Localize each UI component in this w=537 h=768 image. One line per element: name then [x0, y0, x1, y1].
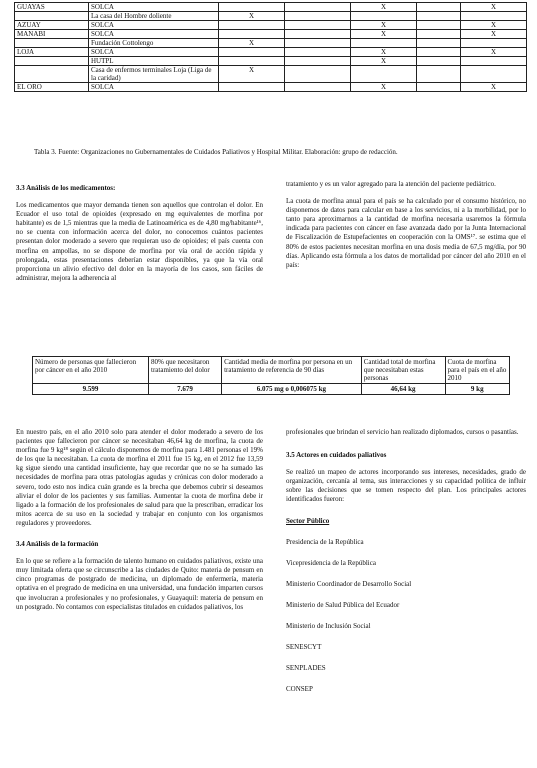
header-cell: Número de personas que fallecieron por cáncer en el año 2010	[33, 357, 149, 384]
table-caption: Tabla 3. Fuente: Organizaciones no Gubernamentales de Cuidados Paliativos y Hospital Militar. Elaboración: grupo de redacción.	[34, 148, 398, 156]
organization-cell: HUTPL	[89, 57, 219, 66]
mark-cell: X	[351, 30, 417, 39]
section-medicamentos-cont	[286, 180, 526, 270]
mark-cell	[285, 48, 351, 57]
paragraph: En nuestro país, en el año 2010 solo para atender el dolor moderado a severo de los pacientes que fallecieron por cáncer se necesitaban 46,64 kg de morfina, la cuota de morfina fue 9 kg¹⁸ según el cálculo disponemos de morfina para 1.481 personas el 19% de los que la necesitaban. La cuota de morfina el 2011 fue 15 kg, en el 2012 fue 13,59 kg sigue siendo una cantidad insuficiente, hay que recordar que no se ha sumado las necesidades de morfina para otras patologías agudas y crónicas con dolor moderado a severo, todo esto nos indica cuán grande es la brecha que debemos cubrir si deseamos aliviar el dolor de los pacientes y sus familias. Aumentar la cuota de morfina debe ir ligado a la formación de los profesionales de salud para que la prescriban, erradicar los mitos acerca de su uso en la sociedad y trabajar en conjunto con los organismos reguladores y proveedores.	[16, 428, 263, 527]
actor-item: SENPLADES	[286, 664, 326, 673]
mark-cell	[285, 21, 351, 30]
mark-cell	[285, 39, 351, 48]
mark-cell	[285, 83, 351, 92]
value-cell: 9.599	[33, 384, 149, 395]
province-cell: LOJA	[15, 48, 89, 57]
mark-cell	[461, 57, 527, 66]
table-row	[33, 384, 510, 395]
section-heading: 3.5 Actores en cuidados paliativos	[286, 451, 387, 460]
value-cell: 7.679	[149, 384, 222, 395]
mark-cell	[285, 3, 351, 12]
mark-cell	[417, 3, 461, 12]
header-cell: Cantidad media de morfina por persona en un tratamiento de referencia de 90 días	[222, 357, 362, 384]
value-cell: 46,64 kg	[361, 384, 445, 395]
actor-item: Presidencia de la República	[286, 537, 364, 546]
organization-cell: SOLCA	[89, 30, 219, 39]
sector-heading: Sector Público	[286, 516, 330, 525]
section-actores	[286, 428, 526, 694]
header-cell: Cuota de morfina para el país en el año 2010	[445, 357, 509, 384]
organization-cell: Casa de enfermos terminales Loja (Liga de la caridad)	[89, 66, 219, 83]
paragraph: Se realizó un mapeo de actores incorporando sus intereses, necesidades, grado de organización, cercanía al tema, sus interacciones y su capacidad política de influir sobre las decisiones que se tomen respecto del plan. Los principales actores identificados fueron:	[286, 468, 526, 504]
actor-item: Ministerio Coordinador de Desarrollo Social	[286, 579, 412, 588]
actor-item: SENESCYT	[286, 643, 322, 652]
mark-cell	[417, 39, 461, 48]
organization-cell: SOLCA	[89, 3, 219, 12]
table-row	[15, 39, 527, 48]
province-cell: EL ORO	[15, 83, 89, 92]
province-cell	[15, 39, 89, 48]
province-cell: AZUAY	[15, 21, 89, 30]
mark-cell: X	[351, 21, 417, 30]
table-header-row	[33, 357, 510, 384]
mark-cell	[219, 30, 285, 39]
province-cell	[15, 12, 89, 21]
mark-cell	[285, 12, 351, 21]
mark-cell: X	[351, 83, 417, 92]
section-heading: 3.4 Análisis de la formación	[16, 540, 99, 549]
mark-cell	[285, 66, 351, 83]
mark-cell	[417, 21, 461, 30]
mark-cell: X	[351, 57, 417, 66]
mark-cell	[285, 57, 351, 66]
mark-cell	[417, 66, 461, 83]
mark-cell	[219, 57, 285, 66]
mark-cell	[219, 3, 285, 12]
table-row	[15, 48, 527, 57]
section-heading: 3.3 Análisis de los medicamentos:	[16, 184, 116, 192]
provinces-table	[14, 2, 527, 92]
mark-cell	[351, 39, 417, 48]
mark-cell	[417, 30, 461, 39]
province-cell: GUAYAS	[15, 3, 89, 12]
paragraph: En lo que se refiere a la formación de talento humano en cuidados paliativos, existe una muy limitada oferta que se circunscribe a las ciudades de Quito: materia de pensum en cinco programas de postgrado de medicina, un diplomado de enfermería, materia optativa en el pregrado de medicina en una universidad, una fundación imparten cursos que involucran a profesionales y no profesionales, y Guayaquil: materia de pensum en un postgrado. No contamos con especialistas titulados en cuidados paliativos, los	[16, 557, 263, 611]
header-cell: 80% que necesitaron tratamiento del dolor	[149, 357, 222, 384]
mark-cell	[417, 12, 461, 21]
table-row	[15, 3, 527, 12]
mark-cell	[417, 83, 461, 92]
mark-cell	[461, 66, 527, 83]
paragraph: tratamiento y es un valor agregado para la atención del paciente pediátrico.	[286, 180, 496, 188]
mark-cell: X	[351, 48, 417, 57]
organization-cell: Fundación Cottolengo	[89, 39, 219, 48]
mark-cell	[351, 12, 417, 21]
mark-cell: X	[219, 12, 285, 21]
actors-list	[286, 538, 526, 695]
value-cell: 9 kg	[445, 384, 509, 395]
mark-cell: X	[219, 66, 285, 83]
table-row	[15, 57, 527, 66]
table-row	[15, 30, 527, 39]
section-morfina-analysis	[16, 428, 263, 612]
mark-cell: X	[461, 48, 527, 57]
mark-cell: X	[219, 39, 285, 48]
province-cell: MANABI	[15, 30, 89, 39]
organization-cell: SOLCA	[89, 83, 219, 92]
mark-cell	[417, 57, 461, 66]
mark-cell: X	[461, 30, 527, 39]
section-medicamentos	[16, 184, 263, 283]
value-cell: 6.075 mg o 0,006075 kg	[222, 384, 362, 395]
organization-cell: SOLCA	[89, 21, 219, 30]
mark-cell	[461, 12, 527, 21]
organization-cell: SOLCA	[89, 48, 219, 57]
mark-cell	[219, 21, 285, 30]
paragraph: Los medicamentos que mayor demanda tienen son aquellos que controlan el dolor. En Ecuador el uso total de opioides (expresado en mg equivalentes de morfina por habitante) es de 1,5 mientras que la media de Latinoamérica es de 4,80 mg/habitante¹⁶, no se cuenta con información acerca del dolor, no conocemos cuántos pacientes presentan dolor moderado a severo que requieran uso de opioides; el país cuenta con morfina en ampollas, no se dispone de morfina por vía oral de acción rápida y prolongada, estas presentaciones deberían estar disponibles, ya que la vía oral proporciona un alivio efectivo del dolor en la mayoría de los casos, son fáciles de administrar, mejora la adherencia al	[16, 201, 263, 282]
province-cell	[15, 57, 89, 66]
mark-cell	[417, 48, 461, 57]
mark-cell	[285, 30, 351, 39]
mark-cell: X	[461, 83, 527, 92]
header-cell: Cantidad total de morfina que necesitaban estas personas	[361, 357, 445, 384]
table-row	[15, 66, 527, 83]
actor-item: Ministerio de Salud Pública del Ecuador	[286, 600, 400, 609]
province-cell	[15, 66, 89, 83]
table-row	[15, 12, 527, 21]
mark-cell	[461, 39, 527, 48]
organization-cell: La casa del Hombre doliente	[89, 12, 219, 21]
paragraph: La cuota de morfina anual para el país se ha calculado por el consumo histórico, no disponemos de datos para calcular en base a los servicios, ni a la morbilidad, por lo tanto para aproximarnos a la cantidad de morfina necesaria usaremos la fórmula indicada para pacientes con cáncer en fase avanzada dado por la Junta Internacional de Fiscalización de Estupefacientes en cooperación con la OMS¹⁷. se estima que el 80% de estos pacientes necesitan morfina en una dosis media de 67,5 mg/día, por 90 días. Aplicando esta fórmula a los datos de mortalidad por cáncer del año 2010 en el país:	[286, 197, 526, 269]
mark-cell: X	[461, 3, 527, 12]
mark-cell: X	[351, 3, 417, 12]
actor-item: Vicepresidencia de la República	[286, 558, 376, 567]
mark-cell	[351, 66, 417, 83]
morphine-table	[32, 356, 510, 395]
table-row	[15, 83, 527, 92]
actor-item: CONSEP	[286, 685, 313, 694]
paragraph: profesionales que brindan el servicio han realizado diplomados, cursos o pasantías.	[286, 428, 519, 436]
mark-cell	[219, 83, 285, 92]
mark-cell	[219, 48, 285, 57]
mark-cell: X	[461, 21, 527, 30]
table-row	[15, 21, 527, 30]
actor-item: Ministerio de Inclusión Social	[286, 622, 371, 631]
